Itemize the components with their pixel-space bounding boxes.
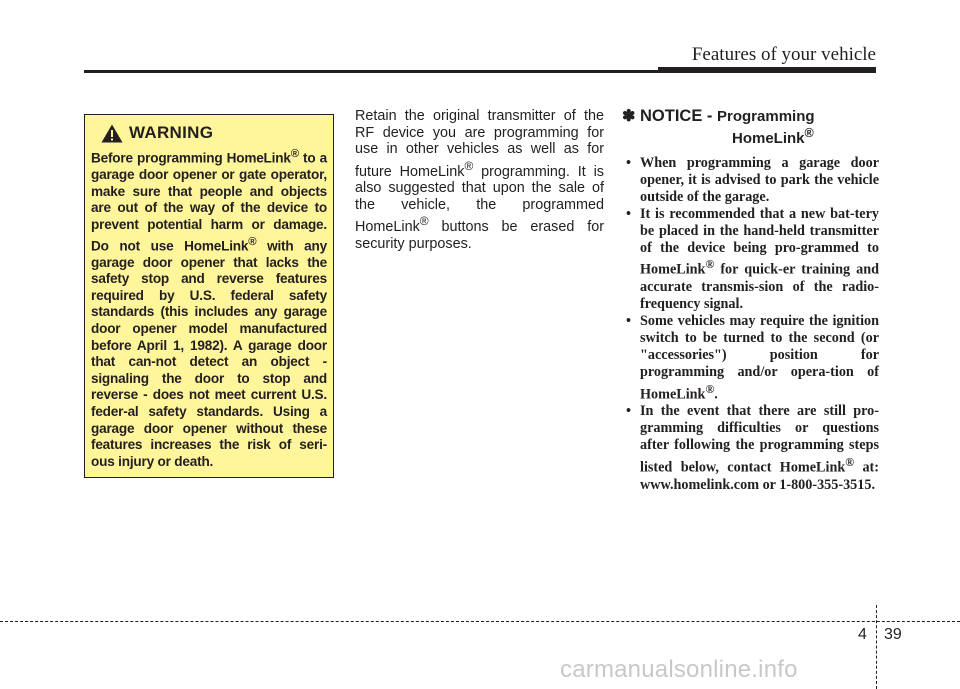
list-item-text: Some vehicles may require the ignition switch to be turned to the second (or "accessories") position for programming and/or opera-tion of HomeLink: [640, 312, 879, 403]
list-item-text: for quick-er training and accurate transmis-sion of the radio-frequency signal.: [640, 262, 879, 312]
warning-box: [84, 114, 334, 478]
notice-star-icon: ✽: [622, 108, 636, 125]
page-header-title: Features of your vehicle: [691, 44, 876, 65]
list-item: [612, 403, 879, 493]
body-paragraph: [355, 108, 604, 252]
body-text-part: programming. It is also suggested that upon the sale of the vehicle, the programmed HomeLink: [355, 163, 604, 236]
warning-header: [101, 123, 327, 143]
warning-title: WARNING: [129, 123, 214, 142]
warning-triangle-icon: [101, 124, 123, 143]
list-item-text: In the event that there are still pro-gramming difficulties or questions after following the programming steps listed below, contact HomeLink: [640, 403, 879, 476]
body-text-part: Retain the original transmitter of the RF device you are programming for use in other vehicles as well as for future HomeLink: [355, 108, 604, 180]
footer-divider: [876, 605, 877, 689]
list-item: [612, 155, 879, 206]
page-number: 39: [884, 626, 902, 643]
notice-subtitle: Programming: [717, 108, 815, 125]
notice-subtitle-2: [732, 125, 879, 147]
header-rule-accent: [658, 67, 876, 73]
body-text-part: buttons be erased for security purposes.: [355, 219, 604, 252]
list-item-text: at: www.homelink.com or 1-800-355-3515.: [640, 459, 879, 493]
list-item-text: .: [714, 386, 718, 403]
list-item-text: It is recommended that a new bat-tery be placed in the hand-held transmitter of the device being pro-grammed to HomeLink: [640, 205, 879, 279]
registered-mark: ®: [804, 126, 814, 140]
warning-text-part: with any garage door opener that lacks the safety stop and reverse features required by U.S. federal safety standards (this includes any garage door opener model manufactured before April 1, 1982). A garage door that can-not detect an object - signaling the door to stop and reverse - does not meet current U.S. feder-al safety standards. Using a garage door opener without these features increases the risk of seri-ous injury or death.: [91, 238, 328, 469]
footer-rule: [0, 621, 960, 622]
registered-mark: ®: [705, 381, 715, 396]
bullet-icon: •: [626, 205, 631, 222]
list-item-text: When programming a garage door opener, it is advised to park the vehicle outside of the garage.: [640, 155, 879, 205]
chapter-number: 4: [858, 626, 867, 643]
registered-mark: ®: [464, 158, 474, 173]
notice-label: NOTICE -: [640, 107, 713, 125]
registered-mark: ®: [419, 214, 429, 229]
warning-text-part: to a garage door opener or gate operator, make sure that people and objects are out of the way of the device to prevent potential harm or damage. Do not use HomeLink: [91, 150, 327, 254]
registered-mark: ®: [845, 454, 855, 469]
warning-text-part: Before programming HomeLink: [91, 150, 291, 166]
bullet-icon: •: [626, 312, 631, 329]
registered-mark: ®: [705, 257, 715, 272]
list-item: [612, 313, 879, 403]
notice-subtitle-text: HomeLink: [732, 130, 805, 147]
watermark: carmanualsonline.info: [560, 656, 798, 683]
warning-text: [91, 146, 327, 470]
bullet-icon: •: [626, 155, 631, 171]
bullet-icon: •: [626, 403, 631, 420]
notice-section: [612, 108, 879, 493]
registered-mark: ®: [248, 235, 257, 248]
notice-list: [612, 155, 879, 493]
registered-mark: ®: [290, 148, 299, 160]
notice-heading: [622, 108, 879, 125]
list-item: [612, 206, 879, 313]
